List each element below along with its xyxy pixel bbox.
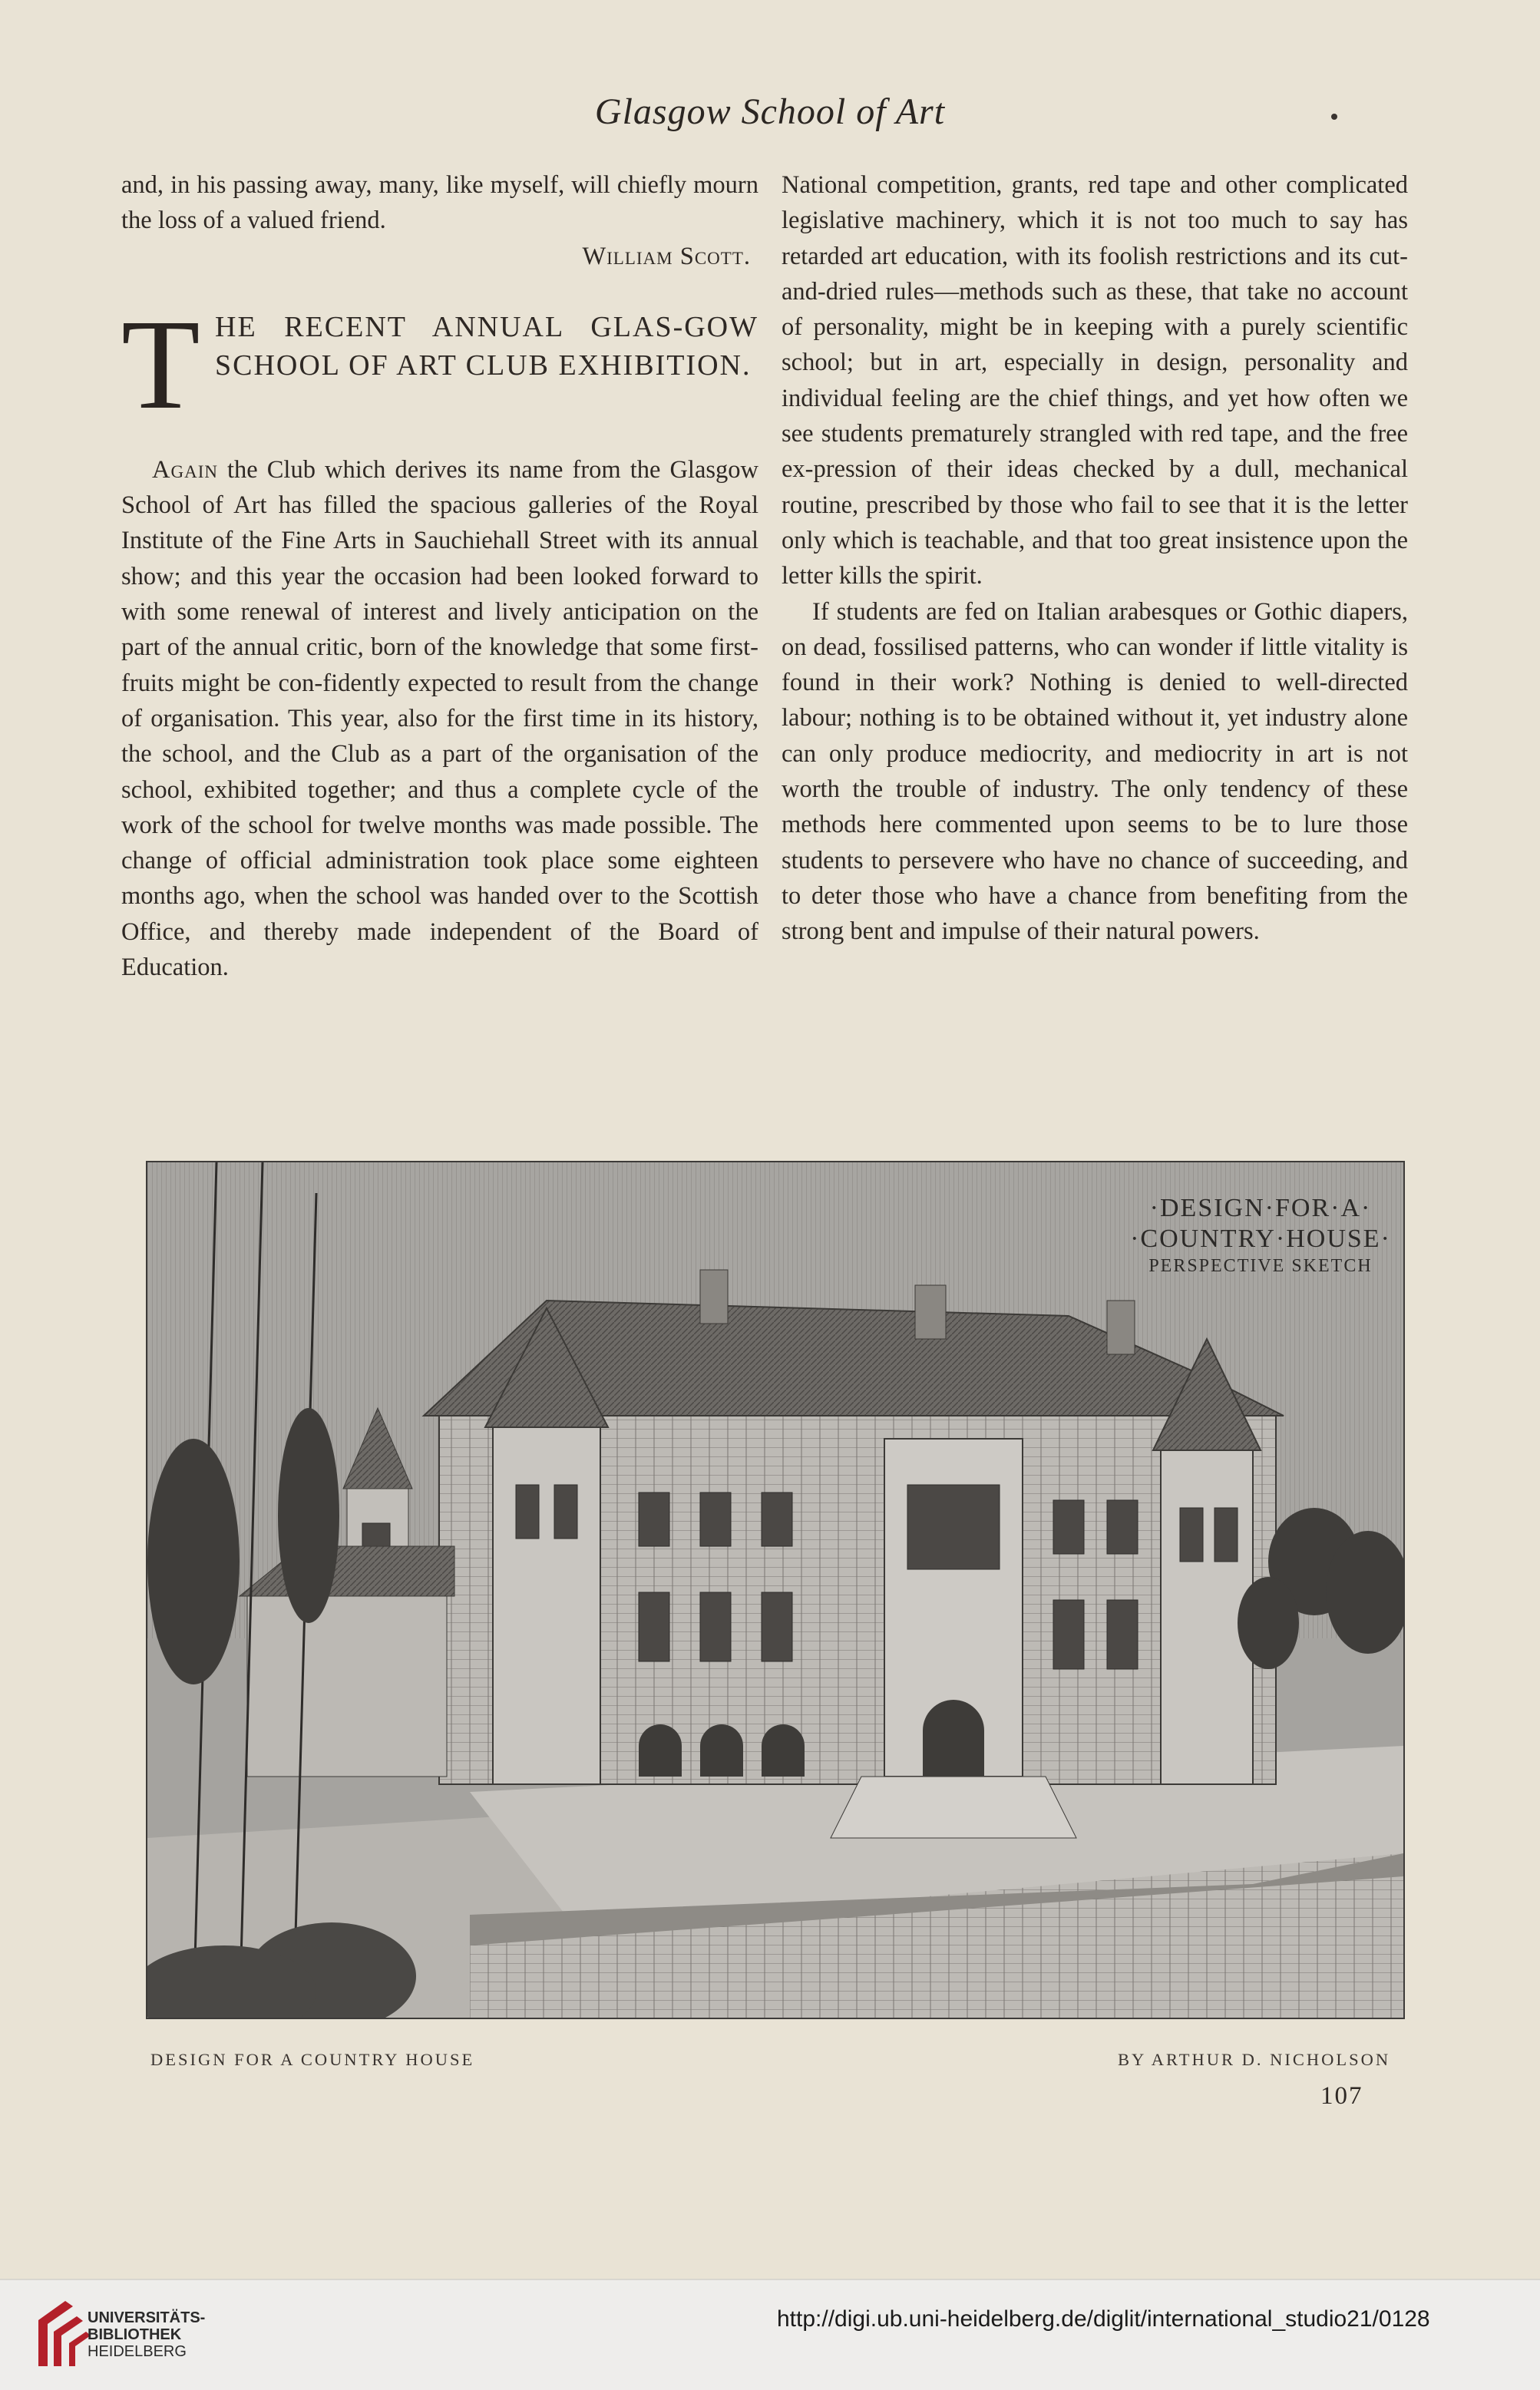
right-paragraph-1: National competition, grants, red tape and other complicated legislative machinery, which it is not too much to say has retarded art education, with its foolish restrictions and its cut-and-dried rules—methods such as these, that take no account of personality, might be in keeping with a purely scientific school; but in art, especially in design, personality and individual feeling are the chief things, and yet how often we see students prematurely strangled with red tape, and the free ex-pression of their ideas checked by a dull, mechanical routine, prescribed by those who fail to see that it is the letter only which is teachable, and that too great insistence upon the letter kills the spirit. [782, 171, 1408, 590]
plate-caption-title: DESIGN FOR A COUNTRY HOUSE [150, 2050, 475, 2069]
article-title: HE RECENT ANNUAL GLAS-GOW SCHOOL OF ART CLUB EXHIBITION. [215, 310, 758, 382]
body-text: the Club which derives its name from the Glasgow School of Art has filled the spacious galleries of the Royal Institute of the Fine Arts in Sauchiehall Street with its annual show; and this year the occasion had been looked forward to with some renewal of interest and lively anticipation on the part of the annual critic, born of the knowledge that some first-fruits might be con-fidently expected to result from the change of organisation. This year, also for the first time in its history, the school, and the Club as a part of the organisation of the school, exhibited together; and thus a complete cycle of the work of the school for twelve months was made possible. The change of official administration took place some eighteen months ago, when the school was handed over to the Scottish Office, and thereby made independent of the Board of Education. [121, 455, 758, 982]
drop-cap: T [121, 293, 200, 436]
plate-inscription-1: ·DESIGN·FOR·A· [1149, 1194, 1372, 1222]
library-name [88, 2309, 205, 2360]
permalink-url[interactable]: http://digi.ub.uni-heidelberg.de/diglit/international_studio21/0128 [777, 2306, 1430, 2332]
library-name-line-1: UNIVERSITÄTS- [88, 2309, 206, 2326]
left-column [121, 167, 758, 985]
house-drawing [147, 1162, 1403, 2018]
running-head: Glasgow School of Art [594, 91, 946, 132]
plate-inscription-2: ·COUNTRY·HOUSE· [1130, 1225, 1391, 1253]
country-house-illustration [146, 1161, 1405, 2019]
ink-speck [1331, 114, 1337, 120]
body-lead-word: Again [152, 455, 218, 484]
plate-caption-artist: BY ARTHUR D. NICHOLSON [1118, 2050, 1391, 2069]
page-number: 107 [1320, 2082, 1363, 2110]
library-name-line-3: HEIDELBERG [88, 2343, 187, 2360]
library-name-line-2: BIBLIOTHEK [88, 2326, 182, 2343]
right-paragraph-2: If students are fed on Italian arabesques or Gothic diapers, on dead, fossilised patterns, who can wonder if little vitality is found in their work? Nothing is denied to well-directed labour; nothing is to be obtained without it, yet industry alone can only produce mediocrity, and mediocrity in art is not worth the trouble of industry. The only tendency of these methods here commented upon seems to be to lure those students to persevere who have no chance of succeeding, and to deter those who have a chance from benefiting from the strong bent and impulse of their natural powers. [782, 597, 1408, 946]
article-heading [121, 293, 758, 436]
opening-paragraph: and, in his passing away, many, like myself, will chiefly mourn the loss of a valued friend. [121, 171, 758, 235]
body-paragraph [121, 452, 758, 985]
digital-library-footer [0, 2279, 1540, 2390]
right-column [782, 167, 1408, 950]
plate-inscription-3: PERSPECTIVE SKETCH [1148, 1256, 1373, 1276]
author-signature: William Scott. [582, 242, 751, 270]
